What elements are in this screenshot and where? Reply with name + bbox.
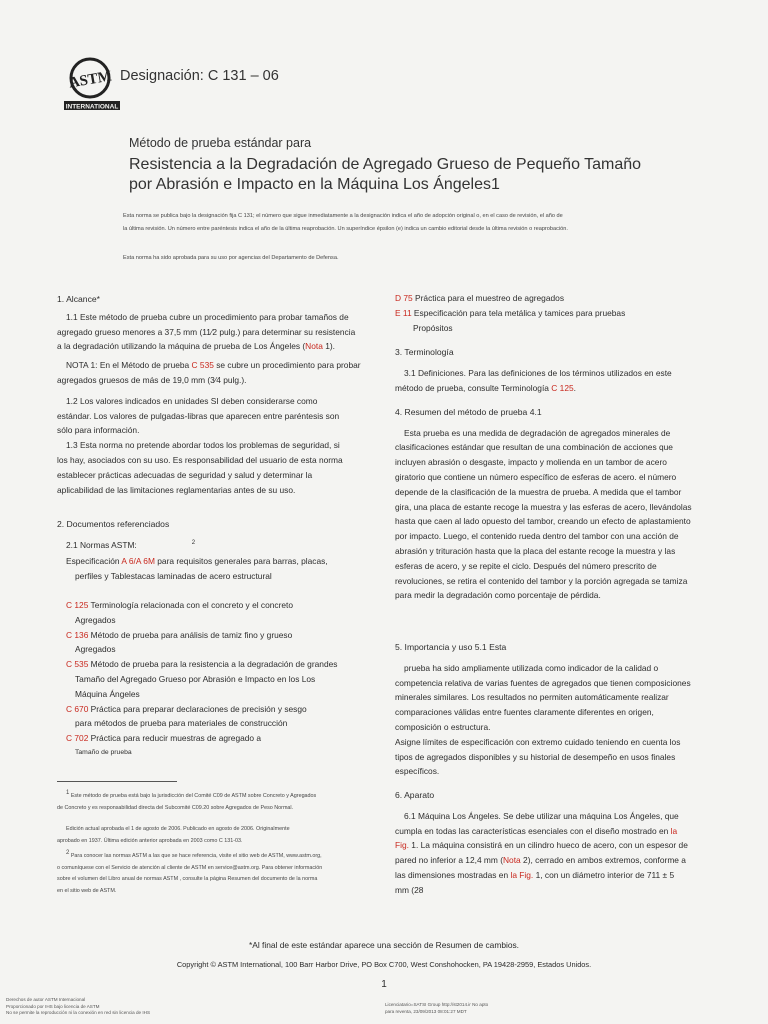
paragraph-line: incluyen abrasión o desgaste, impacto y molienda en un tambor de acero <box>395 457 667 468</box>
a6-link[interactable]: A 6/A 6M <box>121 556 155 567</box>
page-title <box>129 155 649 195</box>
paragraph-line: 3.1 Definiciones. Para las definiciones de los términos utilizados en este <box>404 368 672 379</box>
paragraph-line: 1.1 Este método de prueba cubre un procedimiento para probar tamaños de <box>66 311 349 322</box>
license-line: para reventa, 23/09/2013 08:01:27 MDT <box>385 1008 467 1014</box>
paragraph-line: competencia relativa de varias fuentes de agregados que tienen composiciones <box>395 677 691 688</box>
paragraph-line: Esta prueba es una medida de degradación de agregados minerales de <box>404 427 671 438</box>
paragraph-line: por impacto. Luego, el contenido rueda dentro del tambor con una acción de <box>395 531 679 542</box>
license-line: No se permite la reproducción ni la conexión en red sin licencia de IHS <box>6 1010 151 1015</box>
paragraph-line: los hay, asociados con su uso. Es responsabilidad del usuario de esta norma <box>57 454 343 465</box>
paragraph-line: giratorio que contiene un número específico de esferas de acero. el número <box>395 471 677 482</box>
svg-text:ASTM: ASTM <box>67 68 114 92</box>
section-heading: 3. Terminología <box>395 347 454 358</box>
license-line: Licenciatario=SATSI Group http://st2014.ir No apto <box>385 1002 489 1007</box>
reference-item: C 125 Terminología relacionada con el concreto y el concreto <box>66 599 294 610</box>
reference-item: C 670 Práctica para preparar declaraciones de precisión y sesgo <box>66 703 307 714</box>
footnote-line: $^2$ Para conocer las normas ASTM a las que se hace referencia, visite el sitio web de ASTM, www.astm.org, <box>66 849 322 859</box>
paragraph-line: pared no inferior a 12,4 mm (Nota 2), cerrado en ambos extremos, conforme a <box>395 855 686 866</box>
e11-link[interactable]: E 11 <box>395 307 412 318</box>
paragraph-line: minerales similares. Los resultados no permiten automáticamente realizar <box>395 692 669 703</box>
paragraph-line: 6.1 Máquina Los Ángeles. Se debe utilizar una máquina Los Ángeles, que <box>404 810 679 821</box>
reference-item-cont: Agregados <box>75 644 116 655</box>
reference-item-cont: Tamaño de prueba <box>75 748 132 756</box>
title-line: por Abrasión e Impacto en la Máquina Los Ángeles1 <box>129 176 500 193</box>
left-references <box>57 517 377 759</box>
paragraph-line: prueba ha sido ampliamente utilizada como indicador de la calidad o <box>404 662 659 673</box>
preamble-line: la última revisión. Un número entre paréntesis indica el año de la última reaprobación. Un superíndice épsilon (e) indica un cambio editorial desde la última revisión o reaprobación. <box>123 225 568 232</box>
paragraph-line: estándar. Los valores de pulgadas-libras que aparecen entre paréntesis son <box>57 410 340 421</box>
reference-item-cont: Tamaño del Agregado Grueso por Abrasión e Impacto en los Los <box>75 673 316 684</box>
section-heading: 1. Alcance* <box>57 294 100 304</box>
footnote-line: o comuníquese con el Servicio de atención al cliente de ASTM en service@astm.org. Para obtener información <box>57 864 323 871</box>
preamble <box>123 210 643 235</box>
left-column <box>57 292 377 497</box>
note-link[interactable]: Nota <box>305 341 323 352</box>
copyright: Copyright © ASTM International, 100 Barr Harbor Drive, PO Box C700, West Conshohocken, PA 19428-2959, Estados Unidos. <box>176 960 592 969</box>
preamble-approval: Esta norma ha sido aprobada para su uso por agencias del Departamento de Defensa. <box>123 255 339 261</box>
reference-item-cont: perfiles y Tablestacas laminadas de acero estructural <box>75 571 272 582</box>
paragraph-line: 1.3 Esta norma no pretende abordar todos los problemas de seguridad, si <box>66 440 340 451</box>
c136-link[interactable]: C 136 <box>66 629 89 640</box>
section-heading: 6. Aparato <box>395 790 435 800</box>
reference-item-cont: Máquina Ángeles <box>75 688 140 699</box>
license-right <box>385 1002 585 1015</box>
paragraph-line: tipos de agregados disponibles y su historial de desempeño en usos finales <box>395 751 676 762</box>
paragraph-line: cumpla en todas las características esenciales con el diseño mostrado en la <box>395 825 678 836</box>
paragraph-line: sólo para información. <box>57 425 140 436</box>
paragraph-line: establecer prácticas adecuadas de seguridad y salud y determinar la <box>57 469 313 480</box>
reference-item: C 136 Método de prueba para análisis de tamiz fino y grueso <box>66 629 293 640</box>
paragraph-line: composición o estructura. <box>395 721 491 732</box>
footnote-line: de Concreto y es responsabilidad directa del Subcomité C09.20 sobre Agregados de Peso Normal. <box>57 804 294 811</box>
paragraph-line: específicos. <box>395 766 440 777</box>
paragraph-line: clasificaciones estándar que resultan de una combinación de acciones que <box>395 442 673 453</box>
reference-item-cont: Agregados <box>75 614 116 625</box>
footnote-divider <box>57 781 177 782</box>
paragraph-line: Asigne límites de especificación con extremo cuidado teniendo en cuenta los <box>395 736 681 747</box>
paragraph-line: hasta que caen al lado opuesto del tambor, creando un efecto de aplastamiento <box>395 516 691 527</box>
svg-text:INTERNATIONAL: INTERNATIONAL <box>65 103 119 111</box>
c535-link[interactable]: C 535 <box>191 360 214 371</box>
license-line: Derechos de autor ASTM Internacional <box>6 997 86 1002</box>
paragraph-line: las dimensiones mostradas en la Fig. 1, con un diámetro interior de 711 ± 5 <box>395 869 675 880</box>
astm-logo-icon <box>60 52 124 116</box>
reference-item-cont: Propósitos <box>413 322 453 333</box>
footnote-line: aprobado en 1937. Última edición anterior aprobada en 2003 como C 131-03. <box>57 838 243 845</box>
right-section-5 <box>395 640 705 779</box>
c125-link[interactable]: C 125 <box>66 599 89 610</box>
paragraph-line: para medir la degradación como porcentaje de pérdida. <box>395 590 601 601</box>
paragraph-line: Fig. 1. La máquina consistirá en un cilindro hueco de acero, con un espesor de <box>395 840 688 851</box>
note-line: agregados gruesos de más de 19,0 mm (3⁄4 pulg.). <box>57 374 247 385</box>
paragraph-line: gira, una placa de estante recoge la muestra y las esferas de acero, llevándolas <box>395 501 692 512</box>
reference-item: C 535 Método de prueba para la resistencia a la degradación de grandes <box>66 659 338 670</box>
reference-item: E 11 Especificación para tela metálica y tamices para pruebas <box>395 307 626 318</box>
paragraph-line: 1.2 Los valores indicados en unidades SI deben considerarse como <box>66 395 318 406</box>
right-section-6 <box>395 788 705 898</box>
paragraph-line: comparaciones válidas entre fuentes claramente diferentes en origen, <box>395 707 654 718</box>
footnote-line: Edición actual aprobada el 1 de agosto de 2006. Publicado en agosto de 2006. Originalmente <box>66 826 290 833</box>
paragraph-line: mm (28 <box>395 884 424 895</box>
d75-link[interactable]: D 75 <box>395 293 413 303</box>
section-heading: 5. Importancia y uso 5.1 Esta <box>395 642 507 652</box>
summary-of-changes-note: *Al final de este estándar aparece una sección de Resumen de cambios. <box>248 940 520 950</box>
footnote-line: sobre el volumen del Libro anual de normas ASTM , consulte la página Resumen del documento de la norma <box>57 876 318 883</box>
page-number: 1 <box>381 979 387 990</box>
footnotes <box>57 788 377 898</box>
reference-item-cont: para métodos de prueba para materiales de construcción <box>75 718 288 729</box>
license-left <box>6 997 206 1017</box>
right-column <box>395 291 705 603</box>
fig-link[interactable]: Fig. <box>395 840 409 851</box>
section-heading: 4. Resumen del método de prueba 4.1 <box>395 406 542 417</box>
designation: Designación: C 131 – 06 <box>120 68 279 84</box>
paragraph-line: agregado grueso menores a 37,5 mm (11⁄2 pulg.) para determinar su resistencia <box>57 326 356 337</box>
paragraph-line: depende de la clasificación de la muestra de prueba. A medida que el tambor <box>395 486 682 497</box>
footnote-line: $^1$ Este método de prueba está bajo la jurisdicción del Comité C09 de ASTM sobre Concreto y Agregados <box>66 790 317 799</box>
preamble-line: Esta norma se publica bajo la designación fija C 131; el número que sigue inmediatamente a la designación indica el año de adopción original o, en el caso de revisión, el año de <box>123 213 563 219</box>
paragraph-line: a la degradación utilizando la máquina de prueba de Los Ángeles (Nota 1). <box>57 341 335 352</box>
paragraph-line: esferas de acero, y se repite el ciclo. Después del número prescrito de <box>395 560 657 571</box>
fig-link[interactable]: la <box>670 825 678 836</box>
paragraph-line: abrasión y trituración hasta que la placa del estante recoge la muestra y las <box>395 545 676 556</box>
astm-logo <box>60 52 124 116</box>
note-link[interactable]: Nota <box>503 855 521 866</box>
license-line: Proporcionado por IHS bajo licencia de ASTM <box>6 1003 100 1009</box>
fig-link[interactable]: la Fig. <box>510 869 534 880</box>
reference-item: D 75 Práctica para el muestreo de agregados <box>395 293 565 303</box>
section-heading: 2. Documentos referenciados <box>57 519 170 529</box>
note-line: NOTA 1: En el Método de prueba C 535 se cubre un procedimiento para probar <box>66 360 361 371</box>
c125-link[interactable]: C 125 <box>551 382 574 393</box>
subsection: 2.1 Normas ASTM: $^2$ <box>66 539 196 550</box>
standard-kicker: Método de prueba estándar para <box>129 136 312 150</box>
reference-item: Especificación A 6/A 6M para requisitos generales para barras, placas, <box>66 556 328 567</box>
c535-link[interactable]: C 535 <box>66 659 89 670</box>
title-line: Resistencia a la Degradación de Agregado Grueso de Pequeño Tamaño <box>129 156 642 173</box>
paragraph-line: método de prueba, consulte Terminología C 125. <box>395 382 576 393</box>
paragraph-line: aplicabilidad de las limitaciones reglamentarias antes de su uso. <box>57 484 296 495</box>
c702-link[interactable]: C 702 <box>66 733 89 744</box>
paragraph-line: revoluciones, se retira el contenido del tambor y la porción agregada se tamiza <box>395 575 688 586</box>
footnote-line: en el sitio web de ASTM. <box>57 888 117 895</box>
c670-link[interactable]: C 670 <box>66 703 89 714</box>
reference-item: C 702 Práctica para reducir muestras de agregado a <box>66 733 262 744</box>
